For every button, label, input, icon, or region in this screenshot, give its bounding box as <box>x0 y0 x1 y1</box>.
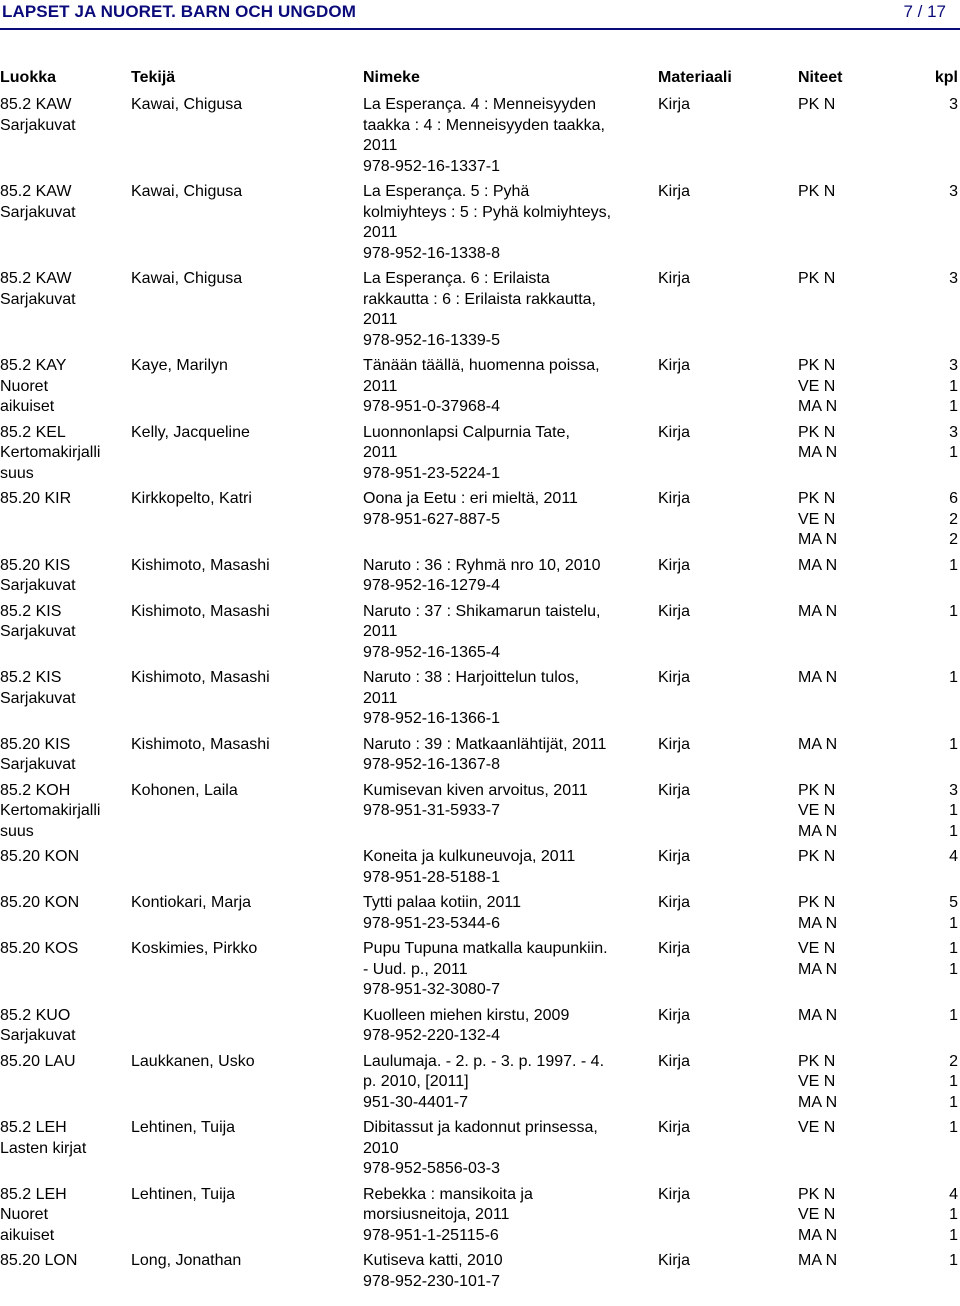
holding-location: VE N <box>798 510 836 528</box>
row-materiaali: Kirja <box>658 270 691 287</box>
holding-location: MA N <box>798 444 838 461</box>
holding-location: MA N <box>798 914 838 932</box>
row-luokka: 85.20 LON <box>0 1252 78 1269</box>
row-materiaali: Kirja <box>658 556 691 574</box>
holding-count: 1 <box>949 1006 958 1024</box>
holding-location: MA N <box>798 1093 838 1111</box>
row-niteet <box>798 1185 908 1247</box>
row-materiaali: Kirja <box>658 669 691 686</box>
holding-location: PK N <box>798 183 836 200</box>
column-header-kpl: kpl <box>934 69 958 86</box>
holding-count: 1 <box>949 377 958 395</box>
row-luokka: 85.20 KIS Sarjakuvat <box>0 556 76 594</box>
row-materiaali: Kirja <box>658 1052 691 1070</box>
row-niteet <box>798 95 908 116</box>
row-materiaali: Kirja <box>658 183 691 200</box>
row-nimeke: La Esperança. 6 : Erilaista rakkautta : 6 : Erilaista rakkautta, 2011 978-952-16-1339-5 <box>363 270 596 349</box>
holding-count: 1 <box>949 602 958 620</box>
row-materiaali: Kirja <box>658 1185 691 1203</box>
row-kpl <box>912 269 958 290</box>
row-kpl <box>912 781 958 843</box>
table-row <box>0 668 960 735</box>
header-divider <box>0 28 960 30</box>
row-luokka: 85.20 KIS Sarjakuvat <box>0 735 76 773</box>
holding-count: 1 <box>949 735 958 753</box>
holding-location: MA N <box>798 1006 838 1024</box>
row-nimeke: La Esperança. 4 : Menneisyyden taakka : 4 : Menneisyyden taakka, 2011 978-952-16-1337-1 <box>363 96 605 175</box>
page-number: 7 / 17 <box>903 2 946 21</box>
row-niteet <box>798 269 908 290</box>
row-luokka: 85.20 LAU <box>0 1052 76 1070</box>
row-niteet <box>798 489 908 551</box>
holding-count: 1 <box>949 669 958 686</box>
holding-location: PK N <box>798 270 836 287</box>
holding-count: 3 <box>949 357 958 374</box>
row-luokka: 85.2 KIS Sarjakuvat <box>0 669 76 707</box>
holding-count: 1 <box>949 822 958 840</box>
table-row <box>0 735 960 781</box>
row-nimeke: Oona ja Eetu : eri mieltä, 2011 978-951-627-887-5 <box>363 490 578 528</box>
holding-count: 3 <box>949 423 958 441</box>
table-row <box>0 893 960 939</box>
holding-location: VE N <box>798 377 836 395</box>
row-tekija: Kawai, Chigusa <box>131 96 243 113</box>
row-kpl <box>912 1251 958 1272</box>
row-nimeke: Luonnonlapsi Calpurnia Tate, 2011 978-951-23-5224-1 <box>363 423 570 482</box>
holding-count: 1 <box>949 1252 958 1269</box>
holding-location: VE N <box>798 802 836 819</box>
row-kpl <box>912 1118 958 1139</box>
holding-location: PK N <box>798 781 836 799</box>
table-row <box>0 1118 960 1185</box>
holding-location: VE N <box>798 1073 836 1090</box>
holding-count: 4 <box>949 1185 958 1203</box>
row-niteet <box>798 556 908 577</box>
row-luokka: 85.2 KUO Sarjakuvat <box>0 1006 76 1044</box>
row-luokka: 85.2 LEH Nuoret aikuiset <box>0 1185 67 1244</box>
table-row <box>0 1052 960 1119</box>
holding-count: 1 <box>949 1206 958 1223</box>
row-nimeke: Tänään täällä, huomenna poissa, 2011 978-951-0-37968-4 <box>363 357 600 415</box>
row-tekija: Kawai, Chigusa <box>131 183 243 200</box>
holding-location: MA N <box>798 1252 838 1269</box>
holding-location: MA N <box>798 531 838 548</box>
holding-count: 1 <box>949 1119 958 1136</box>
row-niteet <box>798 356 908 418</box>
row-kpl <box>912 847 958 868</box>
row-luokka: 85.2 KAW Sarjakuvat <box>0 270 76 308</box>
row-nimeke: Pupu Tupuna matkalla kaupunkiin. - Uud. p., 2011 978-951-32-3080-7 <box>363 940 608 998</box>
row-niteet <box>798 423 908 464</box>
holding-location: PK N <box>798 894 836 911</box>
holding-location: VE N <box>798 1206 836 1223</box>
holding-count: 1 <box>949 802 958 819</box>
row-tekija: Laukkanen, Usko <box>131 1052 255 1070</box>
table-row <box>0 847 960 893</box>
holding-location: MA N <box>798 822 838 840</box>
row-kpl <box>912 556 958 577</box>
row-kpl <box>912 735 958 756</box>
row-luokka: 85.2 LEH Lasten kirjat <box>0 1119 87 1157</box>
table-row <box>0 1006 960 1052</box>
holding-count: 3 <box>949 781 958 799</box>
holding-location: PK N <box>798 848 836 865</box>
row-tekija: Koskimies, Pirkko <box>131 940 258 957</box>
holding-location: PK N <box>798 490 836 507</box>
row-kpl <box>912 668 958 689</box>
holding-count: 1 <box>949 960 958 978</box>
row-tekija: Lehtinen, Tuija <box>131 1119 236 1136</box>
row-luokka: 85.2 KOH Kertomakirjalli suus <box>0 781 101 840</box>
holding-count: 1 <box>949 1073 958 1090</box>
row-tekija: Kishimoto, Masashi <box>131 735 270 753</box>
holding-location: MA N <box>798 602 838 620</box>
row-materiaali: Kirja <box>658 1252 691 1269</box>
holding-count: 4 <box>949 848 958 865</box>
row-niteet <box>798 668 908 689</box>
row-materiaali: Kirja <box>658 602 691 620</box>
holding-count: 1 <box>949 914 958 932</box>
holding-count: 6 <box>949 490 958 507</box>
row-niteet <box>798 735 908 756</box>
table-row <box>0 356 960 423</box>
row-materiaali: Kirja <box>658 423 691 441</box>
row-kpl <box>912 1006 958 1027</box>
holding-count: 2 <box>949 510 958 528</box>
row-nimeke: Laulumaja. - 2. p. - 3. p. 1997. - 4. p. 2010, [2011] 951-30-4401-7 <box>363 1052 605 1111</box>
row-tekija: Kawai, Chigusa <box>131 270 243 287</box>
holding-count: 1 <box>949 1093 958 1111</box>
row-kpl <box>912 939 958 980</box>
column-header-tekija: Tekijä <box>131 69 176 86</box>
row-tekija: Kishimoto, Masashi <box>131 556 270 574</box>
holding-count: 5 <box>949 894 958 911</box>
row-kpl <box>912 489 958 551</box>
row-niteet <box>798 182 908 203</box>
row-materiaali: Kirja <box>658 490 691 507</box>
holding-location: MA N <box>798 960 838 978</box>
holding-location: PK N <box>798 357 836 374</box>
holding-count: 2 <box>949 1052 958 1070</box>
row-nimeke: Koneita ja kulkuneuvoja, 2011 978-951-28-5188-1 <box>363 848 576 886</box>
row-niteet <box>798 602 908 623</box>
row-luokka: 85.20 KON <box>0 894 80 911</box>
row-nimeke: Kutiseva katti, 2010 978-952-230-101-7 <box>363 1252 503 1290</box>
row-materiaali: Kirja <box>658 940 691 957</box>
row-tekija: Kaye, Marilyn <box>131 357 228 374</box>
row-nimeke: Naruto : 38 : Harjoittelun tulos, 2011 978-952-16-1366-1 <box>363 669 580 727</box>
column-header-materiaali: Materiaali <box>658 69 732 86</box>
row-luokka: 85.2 KAW Sarjakuvat <box>0 183 76 221</box>
holding-count: 3 <box>949 183 958 200</box>
holding-location: VE N <box>798 940 836 957</box>
holding-count: 1 <box>949 556 958 574</box>
page-title: LAPSET JA NUORET. BARN OCH UNGDOM <box>2 2 357 21</box>
holding-count: 1 <box>949 444 958 461</box>
row-materiaali: Kirja <box>658 1006 691 1024</box>
table-row <box>0 602 960 669</box>
holding-location: MA N <box>798 669 838 686</box>
row-tekija: Kishimoto, Masashi <box>131 669 270 686</box>
row-nimeke: La Esperança. 5 : Pyhä kolmiyhteys : 5 : Pyhä kolmiyhteys, 2011 978-952-16-1338-8 <box>363 183 612 262</box>
holding-count: 1 <box>949 1226 958 1244</box>
row-tekija: Kontiokari, Marja <box>131 894 252 911</box>
row-niteet <box>798 1118 908 1139</box>
row-luokka: 85.2 KEL Kertomakirjalli suus <box>0 423 101 482</box>
holding-location: MA N <box>798 1226 838 1244</box>
column-header-luokka: Luokka <box>0 69 57 86</box>
catalog-table <box>0 95 960 1297</box>
row-kpl <box>912 95 958 116</box>
row-nimeke: Rebekka : mansikoita ja morsiusneitoja, 2011 978-951-1-25115-6 <box>363 1185 533 1244</box>
row-nimeke: Tytti palaa kotiin, 2011 978-951-23-5344-6 <box>363 894 522 932</box>
row-nimeke: Naruto : 36 : Ryhmä nro 10, 2010 978-952-16-1279-4 <box>363 556 601 594</box>
holding-count: 3 <box>949 270 958 287</box>
row-kpl <box>912 893 958 934</box>
table-row <box>0 1251 960 1297</box>
row-tekija: Kelly, Jacqueline <box>131 423 250 441</box>
row-luokka: 85.2 KAY Nuoret aikuiset <box>0 357 67 415</box>
row-niteet <box>798 1052 908 1114</box>
row-nimeke: Naruto : 39 : Matkaanlähtijät, 2011 978-952-16-1367-8 <box>363 735 607 773</box>
row-kpl <box>912 1185 958 1247</box>
table-row <box>0 1185 960 1252</box>
holding-location: VE N <box>798 1119 836 1136</box>
row-nimeke: Naruto : 37 : Shikamarun taistelu, 2011 978-952-16-1365-4 <box>363 602 601 661</box>
column-header-niteet: Niteet <box>798 69 843 86</box>
row-materiaali: Kirja <box>658 96 691 113</box>
holding-location: PK N <box>798 423 836 441</box>
row-materiaali: Kirja <box>658 735 691 753</box>
table-row <box>0 781 960 848</box>
table-row <box>0 556 960 602</box>
holding-location: MA N <box>798 398 838 415</box>
row-kpl <box>912 182 958 203</box>
row-niteet <box>798 1251 908 1272</box>
row-tekija: Kohonen, Laila <box>131 781 238 799</box>
row-kpl <box>912 1052 958 1114</box>
row-luokka: 85.20 KOS <box>0 940 79 957</box>
row-kpl <box>912 356 958 418</box>
table-row <box>0 182 960 269</box>
row-materiaali: Kirja <box>658 848 691 865</box>
holding-location: PK N <box>798 96 836 113</box>
row-niteet <box>798 893 908 934</box>
holding-location: MA N <box>798 556 838 574</box>
table-row <box>0 423 960 490</box>
holding-location: PK N <box>798 1185 836 1203</box>
holding-count: 1 <box>949 398 958 415</box>
row-tekija: Kirkkopelto, Katri <box>131 490 252 507</box>
holding-location: PK N <box>798 1052 836 1070</box>
row-luokka: 85.2 KIS Sarjakuvat <box>0 602 76 640</box>
row-kpl <box>912 423 958 464</box>
row-tekija: Lehtinen, Tuija <box>131 1185 236 1203</box>
row-materiaali: Kirja <box>658 781 691 799</box>
page-header <box>0 0 960 32</box>
row-nimeke: Kuolleen miehen kirstu, 2009 978-952-220-132-4 <box>363 1006 570 1044</box>
row-materiaali: Kirja <box>658 1119 691 1136</box>
row-kpl <box>912 602 958 623</box>
row-niteet <box>798 781 908 843</box>
row-nimeke: Kumisevan kiven arvoitus, 2011 978-951-31-5933-7 <box>363 781 588 819</box>
row-niteet <box>798 939 908 980</box>
row-nimeke: Dibitassut ja kadonnut prinsessa, 2010 978-952-5856-03-3 <box>363 1119 598 1177</box>
row-luokka: 85.20 KON <box>0 848 80 865</box>
holding-count: 3 <box>949 96 958 113</box>
row-materiaali: Kirja <box>658 357 691 374</box>
row-luokka: 85.20 KIR <box>0 490 72 507</box>
row-tekija: Kishimoto, Masashi <box>131 602 270 620</box>
holding-location: MA N <box>798 735 838 753</box>
row-tekija: Long, Jonathan <box>131 1252 242 1269</box>
table-row <box>0 95 960 182</box>
table-row <box>0 269 960 356</box>
row-materiaali: Kirja <box>658 894 691 911</box>
row-niteet <box>798 1006 908 1027</box>
row-luokka: 85.2 KAW Sarjakuvat <box>0 96 76 134</box>
row-niteet <box>798 847 908 868</box>
table-row <box>0 939 960 1006</box>
table-row <box>0 489 960 556</box>
holding-count: 1 <box>949 940 958 957</box>
holding-count: 2 <box>949 531 958 548</box>
column-header-nimeke: Nimeke <box>363 69 420 86</box>
